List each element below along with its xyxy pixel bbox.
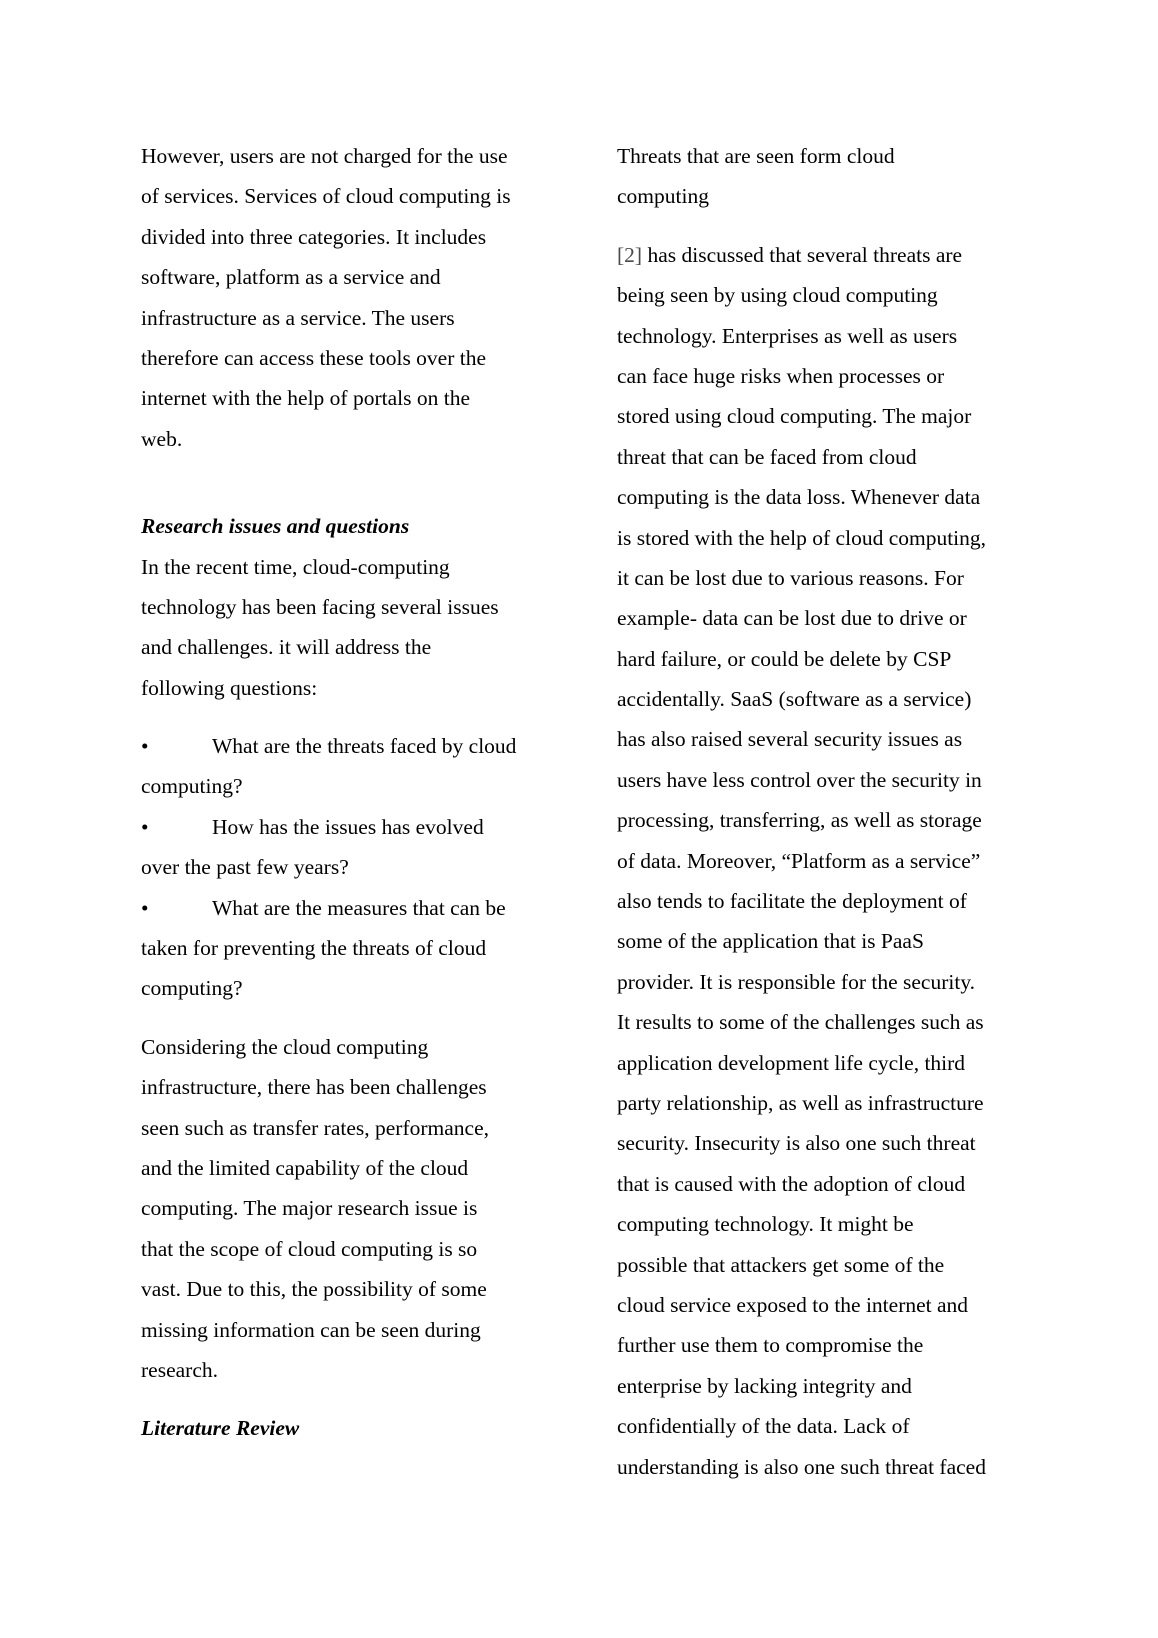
threats-heading [617,136,1037,217]
text-line: therefore can access these tools over the [141,345,487,370]
text-line: technology has been facing several issues [141,594,499,619]
text-line: and the limited capability of the cloud [141,1155,469,1180]
text-line: vast. Due to this, the possibility of some [141,1277,487,1302]
question-text: What are the measures that can be [212,895,506,920]
text-fragment: has discussed that several threats are [642,242,963,267]
bullet-line [141,726,561,766]
text-line: research. [141,1357,218,1382]
text-line: missing information can be seen during [141,1317,481,1342]
threats-paragraph [617,235,1037,1487]
text-line: enterprise by lacking integrity and [617,1373,912,1398]
text-line: computing is the data loss. Whenever data [617,485,981,510]
text-line: some of the application that is PaaS [617,929,924,954]
text-line: However, users are not charged for the use [141,144,508,168]
questions-list [141,726,561,1009]
text-line: internet with the help of portals on the [141,386,470,411]
text-line: It results to some of the challenges such as [617,1010,984,1035]
text-line: cloud service exposed to the internet and [617,1292,969,1317]
bullet-icon: • [141,895,149,920]
intro-paragraph [141,136,561,459]
text-line: and challenges. it will address the [141,635,432,660]
list-item [141,726,561,807]
text-line: technology. Enterprises as well as users [617,323,958,348]
bullet-line [141,888,561,928]
text-line: has also raised several security issues as [617,727,963,752]
text-line: of services. Services of cloud computing is [141,184,511,209]
list-item [141,807,561,888]
text-line [617,235,1037,275]
text-line: infrastructure, there has been challenges [141,1075,487,1100]
text-line: it can be lost due to various reasons. For [617,565,964,590]
text-line: taken for preventing the threats of cloud [141,936,487,961]
text-line: computing technology. It might be [617,1212,914,1237]
list-item [141,888,561,1009]
text-line: application development life cycle, third [617,1050,966,1075]
text-line: In the recent time, cloud-computing [141,554,450,579]
text-line: understanding is also one such threat faced [617,1454,986,1479]
text-line: possible that attackers get some of the [617,1252,945,1277]
considering-paragraph [141,1027,561,1391]
text-line: infrastructure as a service. The users [141,305,455,330]
text-line: web. [141,426,183,451]
research-paragraph [141,547,561,709]
text-line: seen such as transfer rates, performance, [141,1115,490,1140]
literature-review-heading: Literature Review [141,1416,300,1441]
text-line: being seen by using cloud computing [617,283,938,308]
text-line: provider. It is responsible for the security. [617,969,976,994]
text-line: threat that can be faced from cloud [617,444,917,469]
text-line: computing [617,184,709,209]
text-line: of data. Moreover, “Platform as a service” [617,848,981,873]
text-line: computing. The major research issue is [141,1196,478,1221]
text-line: divided into three categories. It includes [141,224,487,249]
text-line: example- data can be lost due to drive or [617,606,967,631]
text-line: is stored with the help of cloud computing, [617,525,987,550]
left-column [141,136,561,1449]
text-line: that the scope of cloud computing is so [141,1236,478,1261]
text-line: also tends to facilitate the deployment of [617,889,967,914]
text-line: computing? [141,774,243,799]
text-line: computing? [141,976,243,1001]
text-line: software, platform as a service and [141,265,441,290]
bullet-icon: • [141,734,149,759]
text-line: party relationship, as well as infrastructure [617,1090,984,1115]
text-line: following questions: [141,675,318,700]
citation-link[interactable]: [2] [617,242,643,267]
text-line: can face huge risks when processes or [617,363,945,388]
text-line: further use them to compromise the [617,1333,924,1358]
question-text: How has the issues has evolved [212,814,484,839]
text-line: Considering the cloud computing [141,1034,429,1059]
text-line: stored using cloud computing. The major [617,404,972,429]
text-line: hard failure, or could be delete by CSP [617,646,952,671]
text-line: that is caused with the adoption of cloud [617,1171,966,1196]
text-line: Threats that are seen form cloud [617,144,895,168]
text-line: processing, transferring, as well as storage [617,808,982,833]
bullet-line [141,807,561,847]
bullet-icon: • [141,814,149,839]
text-line: security. Insecurity is also one such threat [617,1131,976,1156]
text-line: confidentially of the data. Lack of [617,1414,910,1439]
research-issues-heading: Research issues and questions [141,514,410,539]
text-line: accidentally. SaaS (software as a service) [617,687,972,712]
text-line: users have less control over the security in [617,767,982,792]
question-text: What are the threats faced by cloud [212,734,517,759]
right-column [617,136,1037,1487]
text-line: over the past few years? [141,855,349,880]
